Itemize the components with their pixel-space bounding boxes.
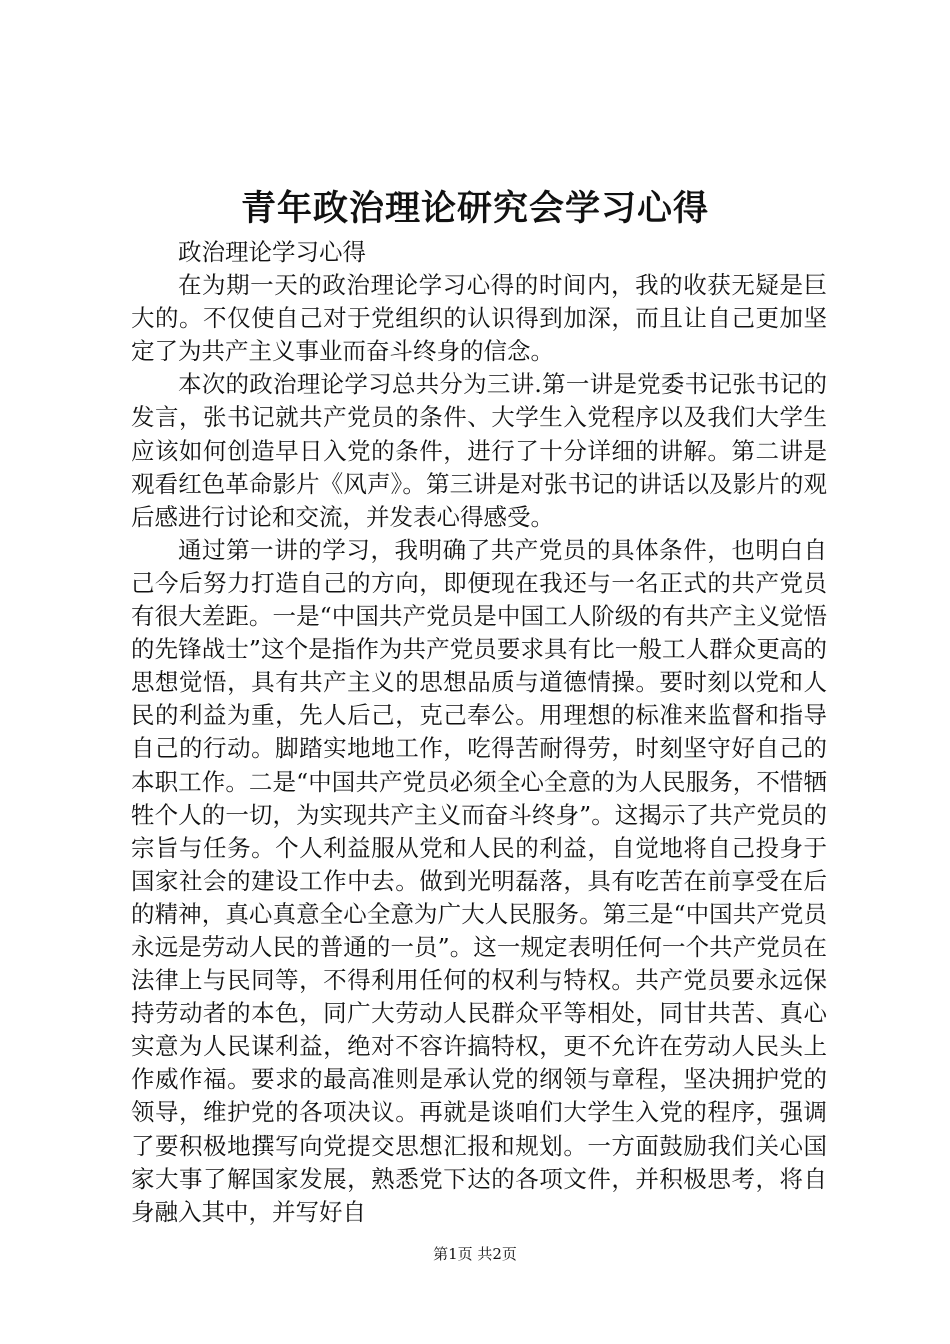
body-paragraph: 本次的政治理论学习总共分为三讲.第一讲是党委书记张书记的发言，张书记就共产党员的条件、大学生入党程序以及我们大学生应该如何创造早日入党的条件，进行了十分详细的讲解。第二讲是观看红色革命影片《风声》。第三讲是对张书记的讲话以及影片的观后感进行讨论和交流，并发表心得感受。 bbox=[131, 370, 827, 531]
subtitle-paragraph: 政治理论学习心得 bbox=[178, 238, 366, 266]
document-title: 青年政治理论研究会学习心得 bbox=[240, 188, 709, 229]
page-number-footer: 第1页 共2页 bbox=[433, 1245, 517, 1263]
document-body bbox=[131, 236, 827, 1229]
body-paragraph: 在为期一天的政治理论学习心得的时间内，我的收获无疑是巨大的。不仅使自己对于党组织的认识得到加深，而且让自己更加坚定了为共产主义事业而奋斗终身的信念。 bbox=[131, 271, 827, 366]
body-paragraph: 通过第一讲的学习，我明确了共产党员的具体条件，也明白自己今后努力打造自己的方向，即便现在我还与一名正式的共产党员有很大差距。一是“中国共产党员是中国工人阶级的有共产主义觉悟的先锋战士”这个是指作为共产党员要求具有比一般工人群众更高的思想觉悟，具有共产主义的思想品质与道德情操。要时刻以党和人民的利益为重，先人后己，克己奉公。用理想的标准来监督和指导自己的行动。脚踏实地地工作，吃得苦耐得劳，时刻坚守好自己的本职工作。二是“中国共产党员必须全心全意的为人民服务，不惜牺牲个人的一切，为实现共产主义而奋斗终身”。这揭示了共产党员的宗旨与任务。个人利益服从党和人民的利益，自觉地将自己投身于国家社会的建设工作中去。做到光明磊落，具有吃苦在前享受在后的精神，真心真意全心全意为广大人民服务。第三是“中国共产党员永远是劳动人民的普通的一员”。这一规定表明任何一个共产党员在法律上与民同等，不得利用任何的权利与特权。共产党员要永远保持劳动者的本色，同广大劳动人民群众平等相处，同甘共苦、真心实意为人民谋利益，绝对不容许搞特权，更不允许在劳动人民头上作威作福。要求的最高准则是承认党的纲领与章程，坚决拥护党的领导，维护党的各项决议。再就是谈咱们大学生入党的程序，强调了要积极地撰写向党提交思想汇报和规划。一方面鼓励我们关心国家大事了解国家发展，熟悉党下达的各项文件，并积极思考，将自身融入其中，并写好自 bbox=[131, 535, 827, 1226]
